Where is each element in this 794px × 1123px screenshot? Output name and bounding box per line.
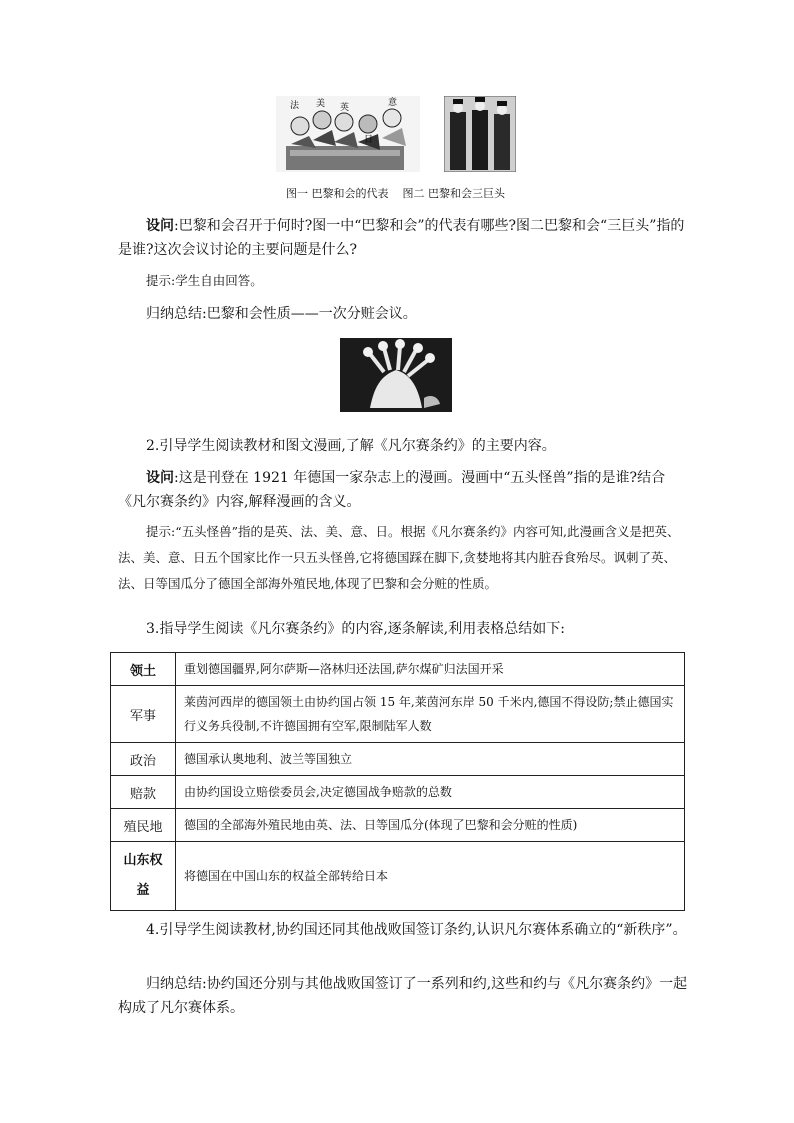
step-2-paragraph: 2.引导学生阅读教材和图文漫画,了解《凡尔赛条约》的主要内容。 [146,438,556,454]
table-row [111,809,685,842]
table-key-cell: 赔款 [111,776,176,809]
question-paragraph-1 [118,214,690,262]
table-row [111,776,685,809]
table-key-cell: 山东权益 [111,842,176,911]
hint-paragraph-2: 提示:“五头怪兽”指的是英、法、美、意、日。根据《凡尔赛条约》内容可知,此漫画含义是把英、法、美、意、日五个国家比作一只五头怪兽,它将德国踩在脚下,贪婪地将其内脏吞食殆尽。讽刺了英、法、日等国瓜分了德国全部海外殖民地,体现了巴黎和会分赃的性质。 [118,524,680,591]
table-row [111,686,685,743]
question-label: 设问 [146,218,174,234]
question-text: :这是刊登在 1921 年德国一家杂志上的漫画。漫画中“五头怪兽”指的是谁?结合《凡尔赛条约》内容,解释漫画的含义。 [118,470,666,510]
figure2-caption: 图二 巴黎和会三巨头 [402,187,505,200]
step-3-paragraph: 3.指导学生阅读《凡尔赛条约》的内容,逐条解读,利用表格总结如下: [146,621,565,637]
big-three-photo-image [444,96,516,172]
five-headed-monster-cartoon-image [340,338,452,412]
table-row [111,842,685,911]
table-value-cell: 莱茵河西岸的德国领土由协约国占领 15 年,莱茵河东岸 50 千米内,德国不得设防;禁止德国实行义务兵役制,不许德国拥有空军,限制陆军人数 [176,686,685,743]
summary-paragraph-2: 归纳总结:协约国还分别与其他战败国签订了一系列和约,这些和约与《凡尔赛条约》一起构成了凡尔赛体系。 [118,976,688,1016]
cartoon-label-us: 美 [316,99,326,109]
cartoon-label-fr: 法 [290,101,300,111]
table-value-cell: 将德国在中国山东的权益全部转给日本 [176,842,685,911]
table-key-cell: 殖民地 [111,809,176,842]
table-row [111,653,685,686]
figure-row [276,96,516,172]
hint-paragraph-1: 提示:学生自由回答。 [146,273,263,288]
versailles-treaty-table [110,652,685,911]
table-value-cell: 重划德国疆界,阿尔萨斯—洛林归还法国,萨尔煤矿归法国开采 [176,653,685,686]
figure-caption [286,185,505,201]
table-key-cell: 政治 [111,743,176,776]
table-key-cell: 军事 [111,686,176,743]
table-key-cell: 领土 [111,653,176,686]
table-value-cell: 由协约国设立赔偿委员会,决定德国战争赔款的总数 [176,776,685,809]
figure1-caption: 图一 巴黎和会的代表 [286,187,389,200]
cartoon-label-it: 意 [388,98,398,108]
step-4-paragraph: 4.引导学生阅读教材,协约国还同其他战败国签订条约,认识凡尔赛体系确立的“新秩序”。 [146,922,687,938]
question-paragraph-2 [118,466,690,514]
question-label: 设问 [146,470,174,486]
table-value-cell: 德国的全部海外殖民地由英、法、日等国瓜分(体现了巴黎和会分赃的性质) [176,809,685,842]
cartoon-label-jp: 日 [364,135,374,145]
table-value-cell: 德国承认奥地利、波兰等国独立 [176,743,685,776]
question-text: :巴黎和会召开于何时?图一中“巴黎和会”的代表有哪些?图二巴黎和会“三巨头”指的是谁?这次会议讨论的主要问题是什么? [118,218,685,258]
paris-conference-cartoon-image [276,96,420,172]
table-row [111,743,685,776]
summary-paragraph-1: 归纳总结:巴黎和会性质——一次分赃会议。 [146,306,417,322]
cartoon-label-uk: 英 [340,103,350,113]
